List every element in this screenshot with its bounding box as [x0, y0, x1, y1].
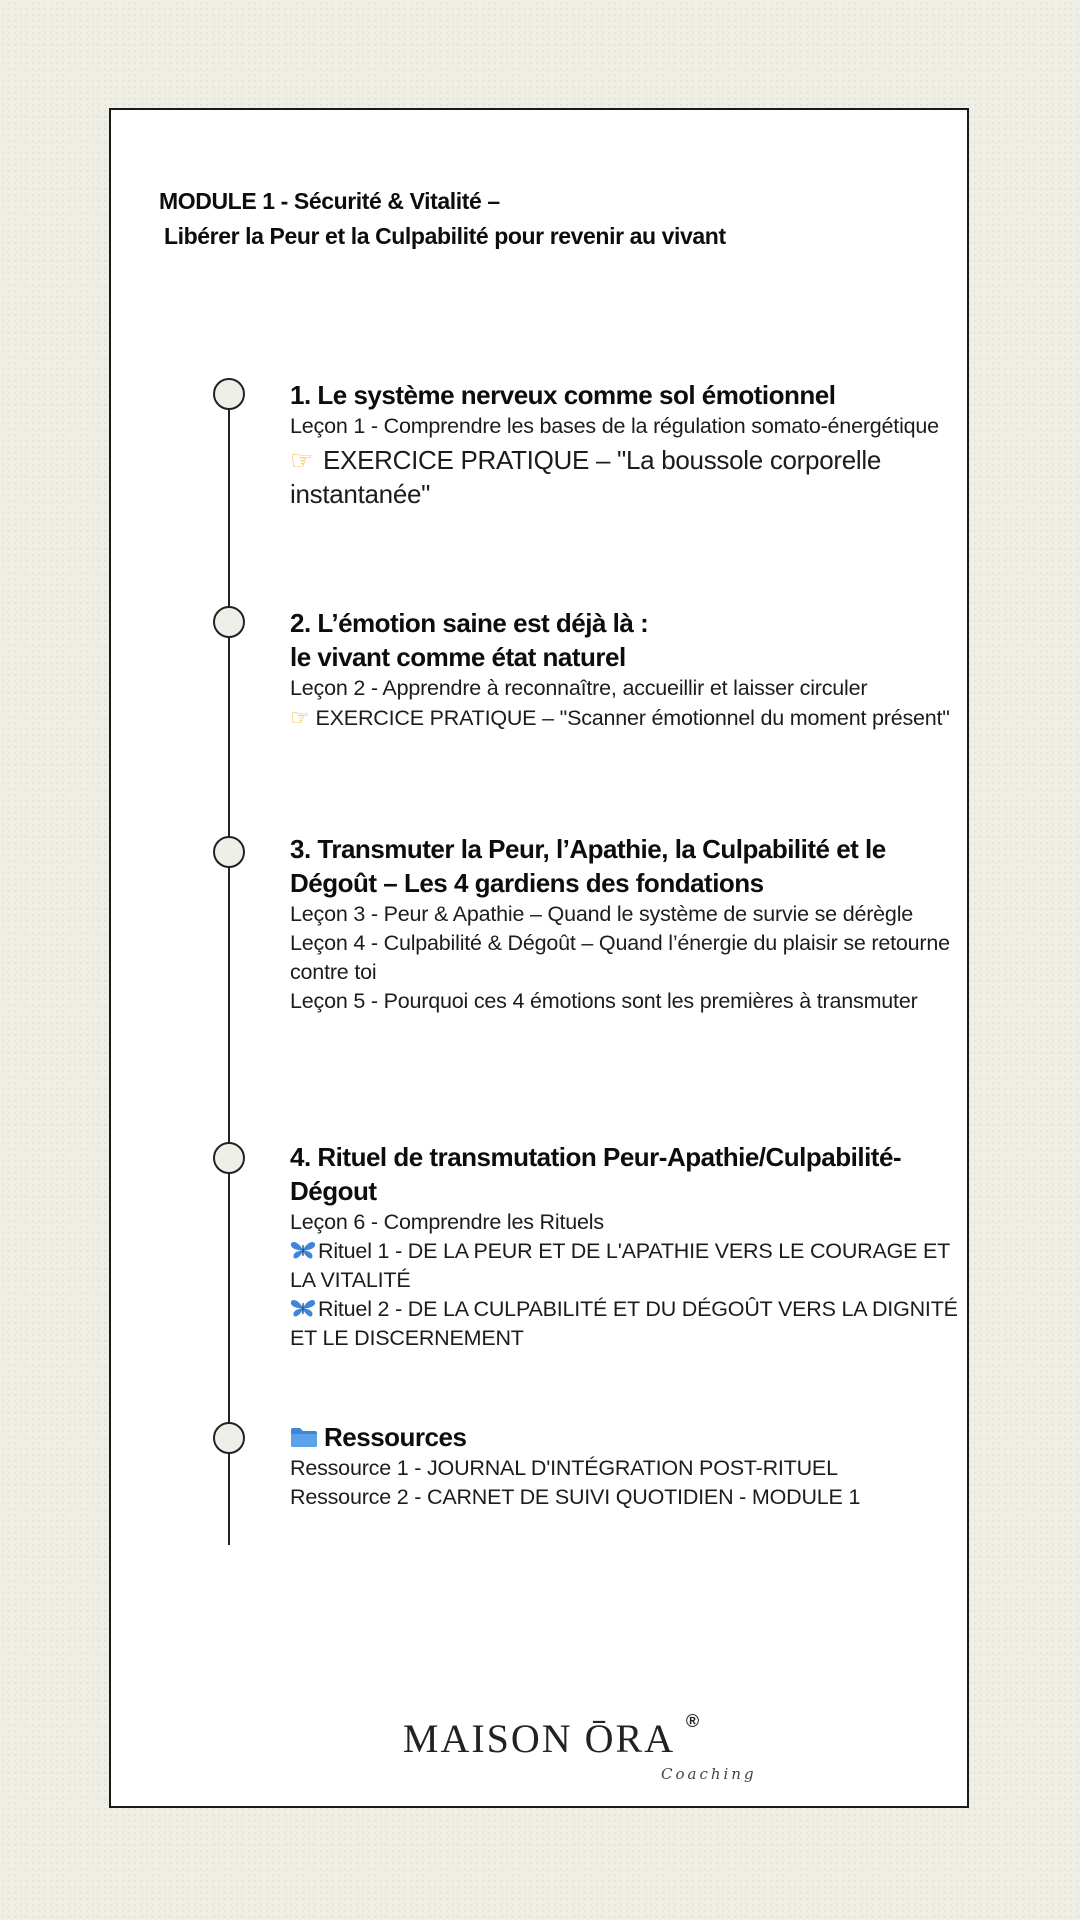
lesson-3: Leçon 3 - Peur & Apathie – Quand le système de survie se dérègle	[290, 902, 914, 926]
module-title-line1: MODULE 1 - Sécurité & Vitalité –	[159, 188, 500, 214]
section-3	[290, 832, 970, 1016]
section-resources	[290, 1420, 970, 1512]
ritual-2	[290, 1295, 970, 1353]
brand-logo	[111, 1711, 967, 1762]
pointing-hand-icon: ☞	[290, 445, 314, 475]
resources-title-text: Ressources	[324, 1422, 467, 1452]
logo-sub: Coaching	[661, 1765, 757, 1783]
timeline-dot-3	[213, 836, 245, 868]
pointing-hand-icon: ☞	[290, 705, 310, 730]
resource-2: Ressource 2 - CARNET DE SUIVI QUOTIDIEN - MODULE 1	[290, 1485, 861, 1509]
section-4	[290, 1140, 970, 1353]
section-3-title: 3. Transmuter la Peur, l’Apathie, la Culpabilité et le Dégoût – Les 4 gardiens des fondations	[290, 834, 886, 898]
resource-1: Ressource 1 - JOURNAL D'INTÉGRATION POST-RITUEL	[290, 1456, 838, 1480]
ritual-1	[290, 1237, 970, 1295]
lesson-5: Leçon 5 - Pourquoi ces 4 émotions sont les premières à transmuter	[290, 989, 918, 1013]
section-2-title	[290, 606, 970, 674]
ritual-1-text: Rituel 1 - DE LA PEUR ET DE L'APATHIE VERS LE COURAGE ET LA VITALITÉ	[290, 1239, 950, 1292]
section-1-title: 1. Le système nerveux comme sol émotionnel	[290, 380, 836, 410]
section-2	[290, 606, 970, 733]
resources-title	[290, 1420, 970, 1454]
timeline-line	[228, 395, 230, 1545]
timeline-dot-1	[213, 378, 245, 410]
timeline-dot-5	[213, 1422, 245, 1454]
lesson-6: Leçon 6 - Comprendre les Rituels	[290, 1210, 604, 1234]
section-2-title-line1: 2. L’émotion saine est déjà là :	[290, 608, 649, 638]
butterfly-icon	[290, 1240, 316, 1260]
exercise-2	[290, 703, 970, 733]
section-1	[290, 378, 970, 511]
module-title	[159, 184, 726, 254]
timeline-dot-2	[213, 606, 245, 638]
module-card	[109, 108, 969, 1808]
butterfly-icon	[290, 1298, 316, 1318]
logo-registered: ®	[685, 1711, 702, 1731]
logo-name	[402, 1711, 702, 1762]
timeline-dot-4	[213, 1142, 245, 1174]
exercise-1-text: EXERCICE PRATIQUE – "La boussole corporelle instantanée"	[290, 445, 881, 509]
folder-icon	[290, 1426, 318, 1448]
module-title-line2: Libérer la Peur et la Culpabilité pour revenir au vivant	[164, 223, 726, 249]
exercise-2-text: EXERCICE PRATIQUE – "Scanner émotionnel du moment présent"	[315, 706, 950, 730]
section-2-title-line2: le vivant comme état naturel	[290, 642, 626, 672]
lesson-4: Leçon 4 - Culpabilité & Dégoût – Quand l’énergie du plaisir se retourne contre toi	[290, 931, 950, 984]
section-4-title: 4. Rituel de transmutation Peur-Apathie/Culpabilité-Dégout	[290, 1142, 902, 1206]
ritual-2-text: Rituel 2 - DE LA CULPABILITÉ ET DU DÉGOÛT VERS LA DIGNITÉ ET LE DISCERNEMENT	[290, 1297, 958, 1350]
logo-name-text: MAISON ŌRA	[402, 1716, 676, 1761]
exercise-1	[290, 443, 970, 511]
lesson-2: Leçon 2 - Apprendre à reconnaître, accueillir et laisser circuler	[290, 676, 868, 700]
lesson-1: Leçon 1 - Comprendre les bases de la régulation somato-énergétique	[290, 414, 939, 438]
